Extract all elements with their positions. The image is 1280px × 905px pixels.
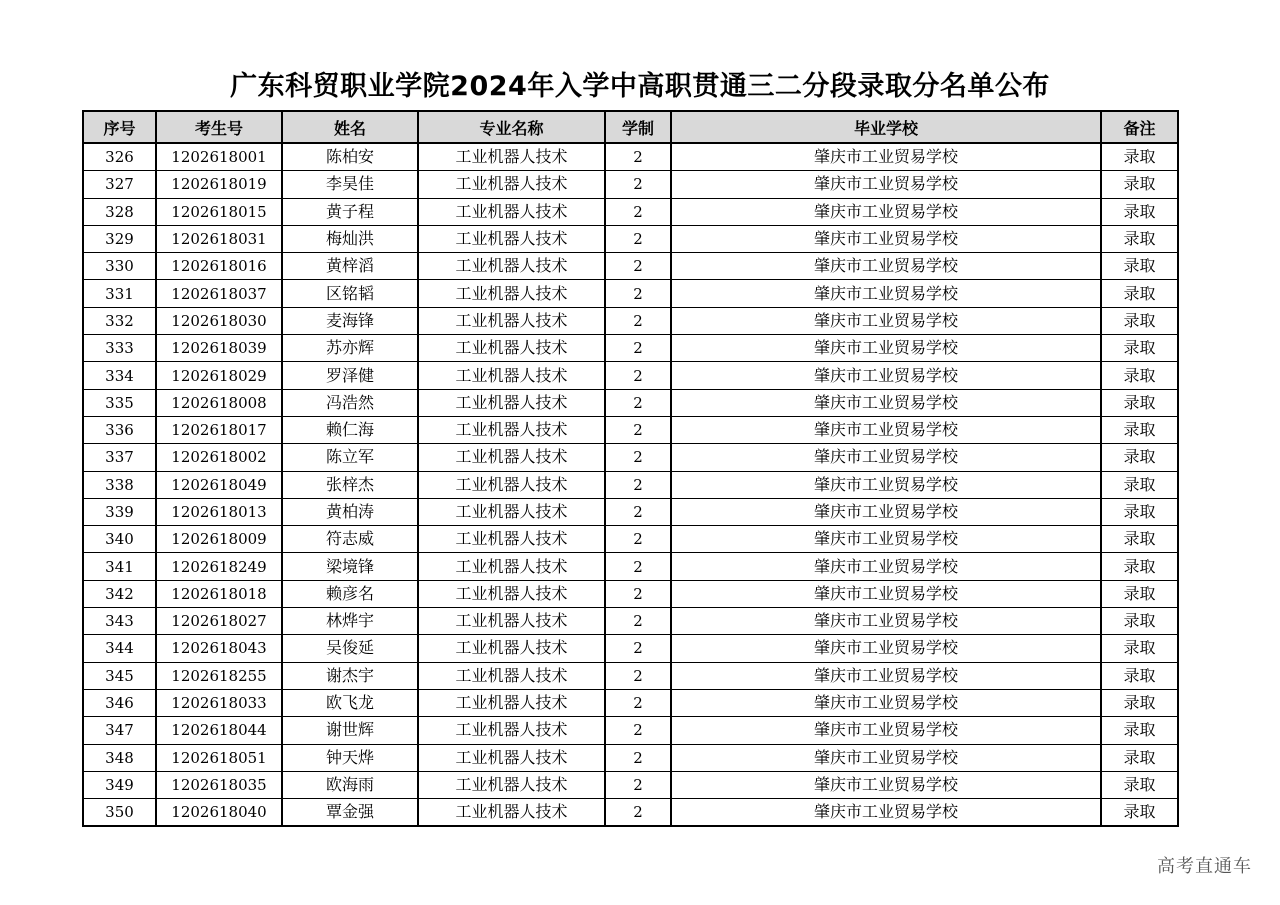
cell-remark: 录取 <box>1101 198 1178 225</box>
cell-school: 肇庆市工业贸易学校 <box>671 689 1101 716</box>
cell-major: 工业机器人技术 <box>418 444 605 471</box>
cell-school: 肇庆市工业贸易学校 <box>671 662 1101 689</box>
cell-major: 工业机器人技术 <box>418 362 605 389</box>
cell-remark: 录取 <box>1101 580 1178 607</box>
cell-major: 工业机器人技术 <box>418 389 605 416</box>
cell-duration: 2 <box>605 744 671 771</box>
cell-name: 区铭韬 <box>282 280 418 307</box>
cell-name: 谢杰宇 <box>282 662 418 689</box>
cell-remark: 录取 <box>1101 498 1178 525</box>
table-row <box>83 362 1178 389</box>
cell-exam-number: 1202618018 <box>156 580 282 607</box>
cell-name: 张梓杰 <box>282 471 418 498</box>
table-row <box>83 471 1178 498</box>
cell-school: 肇庆市工业贸易学校 <box>671 171 1101 198</box>
table-row <box>83 799 1178 827</box>
header-row <box>83 111 1178 143</box>
cell-duration: 2 <box>605 307 671 334</box>
cell-duration: 2 <box>605 526 671 553</box>
cell-school: 肇庆市工业贸易学校 <box>671 526 1101 553</box>
cell-exam-number: 1202618044 <box>156 717 282 744</box>
cell-remark: 录取 <box>1101 553 1178 580</box>
cell-exam-number: 1202618051 <box>156 744 282 771</box>
table-row <box>83 553 1178 580</box>
cell-name: 欧海雨 <box>282 771 418 798</box>
cell-duration: 2 <box>605 689 671 716</box>
cell-remark: 录取 <box>1101 635 1178 662</box>
cell-duration: 2 <box>605 198 671 225</box>
cell-duration: 2 <box>605 580 671 607</box>
cell-duration: 2 <box>605 553 671 580</box>
cell-serial: 341 <box>83 553 156 580</box>
table-row <box>83 444 1178 471</box>
cell-school: 肇庆市工业贸易学校 <box>671 416 1101 443</box>
cell-serial: 343 <box>83 608 156 635</box>
cell-name: 陈立军 <box>282 444 418 471</box>
table-row <box>83 143 1178 171</box>
cell-school: 肇庆市工业贸易学校 <box>671 198 1101 225</box>
table-row <box>83 253 1178 280</box>
table-row <box>83 635 1178 662</box>
cell-duration: 2 <box>605 662 671 689</box>
cell-serial: 329 <box>83 225 156 252</box>
cell-serial: 328 <box>83 198 156 225</box>
cell-serial: 335 <box>83 389 156 416</box>
table-row <box>83 689 1178 716</box>
table-row <box>83 335 1178 362</box>
cell-name: 欧飞龙 <box>282 689 418 716</box>
cell-serial: 331 <box>83 280 156 307</box>
cell-major: 工业机器人技术 <box>418 689 605 716</box>
cell-major: 工业机器人技术 <box>418 198 605 225</box>
table-row <box>83 771 1178 798</box>
cell-major: 工业机器人技术 <box>418 608 605 635</box>
cell-remark: 录取 <box>1101 307 1178 334</box>
header-duration: 学制 <box>605 111 671 143</box>
cell-name: 苏亦辉 <box>282 335 418 362</box>
cell-school: 肇庆市工业贸易学校 <box>671 444 1101 471</box>
cell-major: 工业机器人技术 <box>418 635 605 662</box>
cell-exam-number: 1202618002 <box>156 444 282 471</box>
cell-school: 肇庆市工业贸易学校 <box>671 280 1101 307</box>
cell-serial: 340 <box>83 526 156 553</box>
cell-school: 肇庆市工业贸易学校 <box>671 225 1101 252</box>
cell-name: 赖彦名 <box>282 580 418 607</box>
cell-remark: 录取 <box>1101 526 1178 553</box>
cell-school: 肇庆市工业贸易学校 <box>671 498 1101 525</box>
cell-major: 工业机器人技术 <box>418 771 605 798</box>
cell-name: 黄柏涛 <box>282 498 418 525</box>
header-school: 毕业学校 <box>671 111 1101 143</box>
cell-serial: 349 <box>83 771 156 798</box>
table-body <box>83 143 1178 826</box>
cell-exam-number: 1202618249 <box>156 553 282 580</box>
cell-remark: 录取 <box>1101 389 1178 416</box>
table-row <box>83 580 1178 607</box>
cell-duration: 2 <box>605 335 671 362</box>
header-major: 专业名称 <box>418 111 605 143</box>
cell-name: 吴俊延 <box>282 635 418 662</box>
cell-major: 工业机器人技术 <box>418 171 605 198</box>
cell-name: 罗泽健 <box>282 362 418 389</box>
cell-serial: 350 <box>83 799 156 827</box>
cell-exam-number: 1202618039 <box>156 335 282 362</box>
table-row <box>83 662 1178 689</box>
cell-serial: 337 <box>83 444 156 471</box>
cell-exam-number: 1202618015 <box>156 198 282 225</box>
cell-major: 工业机器人技术 <box>418 799 605 827</box>
cell-major: 工业机器人技术 <box>418 307 605 334</box>
cell-remark: 录取 <box>1101 662 1178 689</box>
cell-remark: 录取 <box>1101 717 1178 744</box>
cell-remark: 录取 <box>1101 335 1178 362</box>
table-row <box>83 416 1178 443</box>
cell-exam-number: 1202618019 <box>156 171 282 198</box>
cell-serial: 346 <box>83 689 156 716</box>
cell-name: 林烨宇 <box>282 608 418 635</box>
cell-exam-number: 1202618031 <box>156 225 282 252</box>
cell-remark: 录取 <box>1101 143 1178 171</box>
cell-serial: 345 <box>83 662 156 689</box>
cell-major: 工业机器人技术 <box>418 280 605 307</box>
table-row <box>83 498 1178 525</box>
table-row <box>83 280 1178 307</box>
cell-school: 肇庆市工业贸易学校 <box>671 744 1101 771</box>
cell-duration: 2 <box>605 717 671 744</box>
cell-major: 工业机器人技术 <box>418 580 605 607</box>
cell-major: 工业机器人技术 <box>418 143 605 171</box>
cell-exam-number: 1202618027 <box>156 608 282 635</box>
cell-school: 肇庆市工业贸易学校 <box>671 635 1101 662</box>
cell-major: 工业机器人技术 <box>418 335 605 362</box>
cell-serial: 348 <box>83 744 156 771</box>
cell-name: 赖仁海 <box>282 416 418 443</box>
cell-name: 符志威 <box>282 526 418 553</box>
cell-serial: 333 <box>83 335 156 362</box>
cell-duration: 2 <box>605 608 671 635</box>
cell-serial: 339 <box>83 498 156 525</box>
cell-remark: 录取 <box>1101 362 1178 389</box>
cell-serial: 342 <box>83 580 156 607</box>
cell-remark: 录取 <box>1101 771 1178 798</box>
cell-exam-number: 1202618037 <box>156 280 282 307</box>
cell-school: 肇庆市工业贸易学校 <box>671 471 1101 498</box>
cell-duration: 2 <box>605 362 671 389</box>
cell-exam-number: 1202618043 <box>156 635 282 662</box>
cell-serial: 338 <box>83 471 156 498</box>
cell-name: 梅灿洪 <box>282 225 418 252</box>
cell-exam-number: 1202618029 <box>156 362 282 389</box>
cell-name: 李昊佳 <box>282 171 418 198</box>
cell-major: 工业机器人技术 <box>418 253 605 280</box>
cell-serial: 327 <box>83 171 156 198</box>
cell-school: 肇庆市工业贸易学校 <box>671 389 1101 416</box>
header-name: 姓名 <box>282 111 418 143</box>
cell-duration: 2 <box>605 498 671 525</box>
cell-exam-number: 1202618035 <box>156 771 282 798</box>
table-row <box>83 307 1178 334</box>
table-row <box>83 171 1178 198</box>
header-exam-number: 考生号 <box>156 111 282 143</box>
cell-serial: 326 <box>83 143 156 171</box>
cell-exam-number: 1202618009 <box>156 526 282 553</box>
cell-name: 覃金强 <box>282 799 418 827</box>
cell-major: 工业机器人技术 <box>418 717 605 744</box>
cell-name: 冯浩然 <box>282 389 418 416</box>
cell-school: 肇庆市工业贸易学校 <box>671 799 1101 827</box>
cell-duration: 2 <box>605 471 671 498</box>
cell-major: 工业机器人技术 <box>418 498 605 525</box>
cell-serial: 336 <box>83 416 156 443</box>
cell-duration: 2 <box>605 389 671 416</box>
cell-remark: 录取 <box>1101 416 1178 443</box>
cell-remark: 录取 <box>1101 471 1178 498</box>
cell-remark: 录取 <box>1101 608 1178 635</box>
cell-name: 谢世辉 <box>282 717 418 744</box>
cell-serial: 347 <box>83 717 156 744</box>
cell-exam-number: 1202618255 <box>156 662 282 689</box>
cell-name: 黄梓滔 <box>282 253 418 280</box>
page-title: 广东科贸职业学院2024年入学中高职贯通三二分段录取分名单公布 <box>230 71 1050 102</box>
table-row <box>83 389 1178 416</box>
cell-duration: 2 <box>605 799 671 827</box>
cell-duration: 2 <box>605 635 671 662</box>
cell-duration: 2 <box>605 444 671 471</box>
cell-school: 肇庆市工业贸易学校 <box>671 553 1101 580</box>
watermark-text: 高考直通车 <box>1157 856 1252 877</box>
cell-major: 工业机器人技术 <box>418 553 605 580</box>
cell-remark: 录取 <box>1101 171 1178 198</box>
cell-school: 肇庆市工业贸易学校 <box>671 307 1101 334</box>
cell-name: 黄子程 <box>282 198 418 225</box>
cell-exam-number: 1202618013 <box>156 498 282 525</box>
cell-duration: 2 <box>605 280 671 307</box>
table-row <box>83 526 1178 553</box>
cell-school: 肇庆市工业贸易学校 <box>671 362 1101 389</box>
cell-remark: 录取 <box>1101 225 1178 252</box>
cell-duration: 2 <box>605 225 671 252</box>
table-row <box>83 744 1178 771</box>
cell-duration: 2 <box>605 771 671 798</box>
header-remark: 备注 <box>1101 111 1178 143</box>
cell-serial: 344 <box>83 635 156 662</box>
admission-table <box>82 110 1179 827</box>
cell-name: 钟天烨 <box>282 744 418 771</box>
cell-serial: 334 <box>83 362 156 389</box>
cell-school: 肇庆市工业贸易学校 <box>671 580 1101 607</box>
cell-remark: 录取 <box>1101 280 1178 307</box>
cell-school: 肇庆市工业贸易学校 <box>671 608 1101 635</box>
cell-exam-number: 1202618033 <box>156 689 282 716</box>
cell-name: 麦海锋 <box>282 307 418 334</box>
cell-exam-number: 1202618049 <box>156 471 282 498</box>
cell-serial: 330 <box>83 253 156 280</box>
cell-school: 肇庆市工业贸易学校 <box>671 335 1101 362</box>
cell-major: 工业机器人技术 <box>418 662 605 689</box>
cell-remark: 录取 <box>1101 444 1178 471</box>
table-row <box>83 717 1178 744</box>
cell-remark: 录取 <box>1101 799 1178 827</box>
cell-exam-number: 1202618008 <box>156 389 282 416</box>
cell-exam-number: 1202618017 <box>156 416 282 443</box>
cell-exam-number: 1202618040 <box>156 799 282 827</box>
cell-school: 肇庆市工业贸易学校 <box>671 143 1101 171</box>
cell-remark: 录取 <box>1101 253 1178 280</box>
cell-serial: 332 <box>83 307 156 334</box>
cell-remark: 录取 <box>1101 744 1178 771</box>
header-serial: 序号 <box>83 111 156 143</box>
cell-duration: 2 <box>605 416 671 443</box>
cell-school: 肇庆市工业贸易学校 <box>671 771 1101 798</box>
table-row <box>83 225 1178 252</box>
table-row <box>83 608 1178 635</box>
cell-major: 工业机器人技术 <box>418 526 605 553</box>
cell-school: 肇庆市工业贸易学校 <box>671 717 1101 744</box>
cell-duration: 2 <box>605 253 671 280</box>
cell-exam-number: 1202618001 <box>156 143 282 171</box>
cell-major: 工业机器人技术 <box>418 416 605 443</box>
table-header <box>83 111 1178 143</box>
cell-name: 梁境锋 <box>282 553 418 580</box>
cell-remark: 录取 <box>1101 689 1178 716</box>
cell-major: 工业机器人技术 <box>418 471 605 498</box>
cell-exam-number: 1202618016 <box>156 253 282 280</box>
cell-school: 肇庆市工业贸易学校 <box>671 253 1101 280</box>
cell-name: 陈柏安 <box>282 143 418 171</box>
cell-major: 工业机器人技术 <box>418 225 605 252</box>
cell-exam-number: 1202618030 <box>156 307 282 334</box>
table-row <box>83 198 1178 225</box>
cell-major: 工业机器人技术 <box>418 744 605 771</box>
cell-duration: 2 <box>605 171 671 198</box>
cell-duration: 2 <box>605 143 671 171</box>
